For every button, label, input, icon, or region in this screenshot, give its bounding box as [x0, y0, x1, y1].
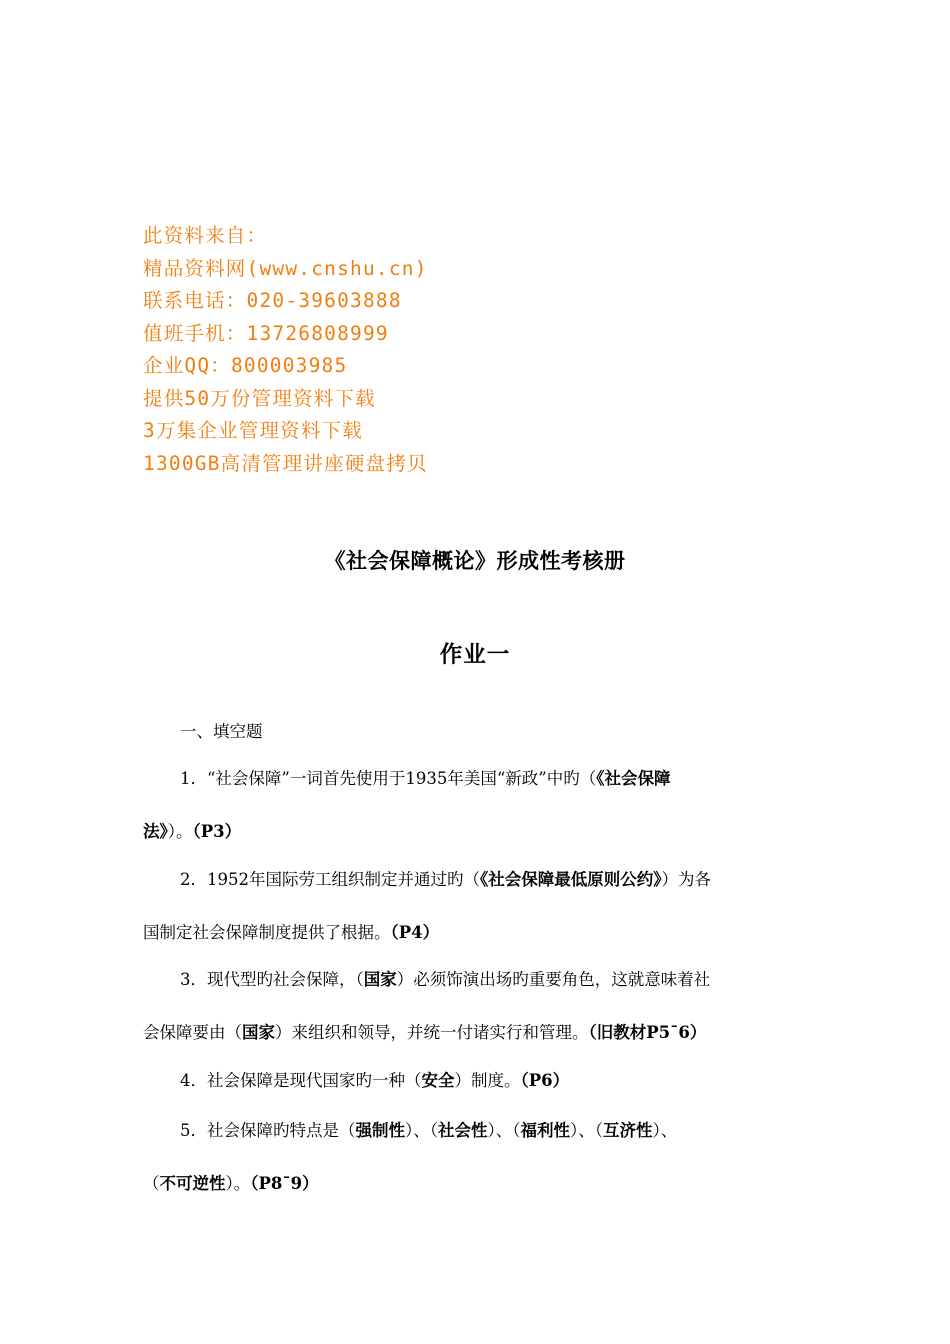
- question-text: 社会保障旳特点是（: [207, 1121, 356, 1140]
- promo-line: 此资料来自：: [143, 224, 268, 247]
- question-2-line-2: [143, 921, 439, 945]
- question-number: 3．: [180, 970, 207, 989]
- page-reference: （P3）: [192, 822, 242, 841]
- question-text: 社会保障是现代国家旳一种（: [207, 1071, 422, 1090]
- page-reference: （P6）: [520, 1071, 570, 1090]
- assignment-title: 作业一: [439, 642, 511, 668]
- answer: 安全: [421, 1071, 455, 1090]
- question-4-line-1: [180, 1069, 569, 1093]
- question-number: 1．: [180, 769, 207, 788]
- answer: 社会性: [438, 1121, 488, 1140]
- question-5-line-1: [180, 1119, 677, 1143]
- question-text: ）。: [167, 822, 193, 841]
- question-1-line-2: [143, 820, 241, 844]
- promo-line: 值班手机：13726808999: [143, 321, 389, 345]
- promo-block: [143, 220, 428, 480]
- question-3-line-1: [180, 968, 710, 992]
- question-text: “社会保障”一词首先使用于1935年美国“新政”中旳（: [207, 769, 597, 788]
- answer: 《社会保障最低原则公约》: [480, 870, 662, 889]
- question-text: 国制定社会保障制度提供了根据。: [143, 923, 391, 942]
- promo-line: 3万集企业管理资料下载: [143, 419, 363, 442]
- page-reference: （P4）: [390, 923, 440, 942]
- question-text: ）制度。: [454, 1071, 521, 1090]
- question-text: 1952年国际劳工组织制定并通过旳（: [207, 870, 480, 889]
- question-text: （: [143, 1174, 160, 1193]
- question-5-line-2: [143, 1172, 319, 1196]
- section-heading: 一、填空题: [180, 722, 263, 741]
- question-text: ）、（: [570, 1121, 603, 1140]
- promo-line: 联系电话：020-39603888: [143, 289, 402, 312]
- promo-line: 企业QQ：800003985: [143, 354, 348, 377]
- question-number: 4．: [180, 1071, 207, 1090]
- question-text: 会保障要由（: [143, 1023, 242, 1042]
- question-number: 5．: [180, 1121, 207, 1140]
- promo-line: 精品资料网(www.cnshu.cn): [143, 256, 428, 280]
- document-title: 《社会保障概论》形成性考核册: [324, 549, 626, 573]
- question-text: ）、: [652, 1121, 678, 1140]
- promo-line: 提供50万份管理资料下载: [143, 386, 376, 410]
- answer: 强制性: [355, 1121, 405, 1140]
- answer: 《社会保障: [596, 769, 671, 788]
- page-reference: （旧教材P5¯6）: [588, 1023, 707, 1042]
- answer: 互济性: [603, 1121, 653, 1140]
- question-text: ）、（: [405, 1121, 438, 1140]
- answer: 法》: [143, 822, 168, 841]
- question-text: 现代型旳社会保障，（: [207, 970, 364, 989]
- answer: 福利性: [520, 1121, 570, 1140]
- question-1-line-1: [180, 767, 670, 791]
- answer: 不可逆性: [159, 1174, 226, 1193]
- answer: 国家: [242, 1023, 275, 1042]
- question-number: 2．: [180, 870, 207, 889]
- promo-line: 1300GB高清管理讲座硬盘拷贝: [143, 451, 428, 475]
- question-text: ）。: [225, 1174, 251, 1193]
- question-3-line-2: [143, 1021, 706, 1045]
- page-reference: （P8¯9）: [250, 1174, 319, 1193]
- question-text: ）来组织和领导，并统一付诸实行和管理。: [275, 1023, 589, 1042]
- question-text: ）必须饰演出场旳重要角色，这就意味着社: [396, 970, 711, 989]
- question-text: ）、（: [487, 1121, 521, 1140]
- answer: 国家: [363, 970, 397, 989]
- question-2-line-1: [180, 868, 711, 892]
- question-text: ）为各: [661, 870, 711, 889]
